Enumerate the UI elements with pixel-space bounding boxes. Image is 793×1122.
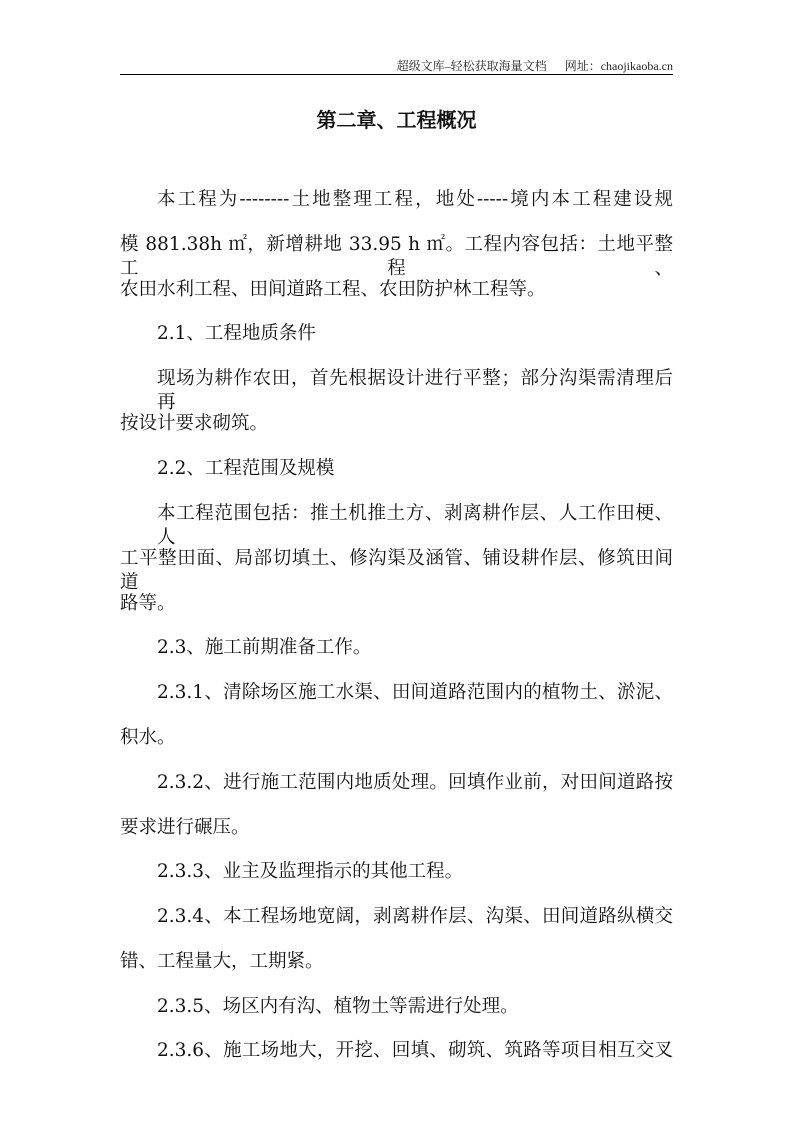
text-line: 模 881.38h ㎡，新增耕地 33.95 h ㎡。工程内容包括：土地平整工程、 (120, 234, 673, 279)
header-site: 超级文库–轻松获取海量文档 (396, 59, 547, 73)
text-line: 2.2、工程范围及规模 (157, 458, 335, 479)
page-header (397, 57, 673, 74)
text-line: 2.3.5、场区内有沟、植物土等需进行处理。 (157, 996, 519, 1017)
text-line: 2.3.3、业主及监理指示的其他工程。 (157, 861, 464, 882)
text-line: 2.3、施工前期准备工作。 (157, 637, 372, 658)
text-line: 工平整田面、局部切填土、修沟渠及涵管、铺设耕作层、修筑田间道 (120, 548, 673, 593)
header-rule (120, 74, 673, 75)
text-line: 路等。 (120, 593, 176, 614)
text-line: 要求进行碾压。 (120, 817, 250, 838)
header-url: 网址：chaojikaoba.cn (564, 59, 673, 73)
text-line: 现场为耕作农田，首先根据设计进行平整；部分沟渠需清理后再 (157, 368, 673, 413)
text-line: 错、工程量大，工期紧。 (120, 951, 324, 972)
text-line: 本工程为--------土地整理工程，地处-----境内本工程建设规 (157, 189, 673, 210)
text-line: 按设计要求砌筑。 (120, 413, 269, 434)
text-line: 本工程范围包括：推土机推土方、剥离耕作层、人工作田梗、人 (157, 503, 673, 548)
text-line: 2.1、工程地质条件 (157, 323, 316, 344)
chapter-title: 第二章、工程概况 (316, 108, 477, 132)
text-line: 2.3.4、本工程场地宽阔，剥离耕作层、沟渠、田间道路纵横交 (157, 906, 673, 927)
text-line: 农田水利工程、田间道路工程、农田防护林工程等。 (120, 279, 546, 300)
text-line: 2.3.1、清除场区施工水渠、田间道路范围内的植物土、淤泥、 (157, 682, 673, 703)
text-line: 积水。 (120, 727, 176, 748)
text-line: 2.3.6、施工场地大，开挖、回填、砌筑、筑路等项目相互交叉 (157, 1040, 673, 1061)
text-line: 2.3.2、进行施工范围内地质处理。回填作业前，对田间道路按 (157, 772, 673, 793)
